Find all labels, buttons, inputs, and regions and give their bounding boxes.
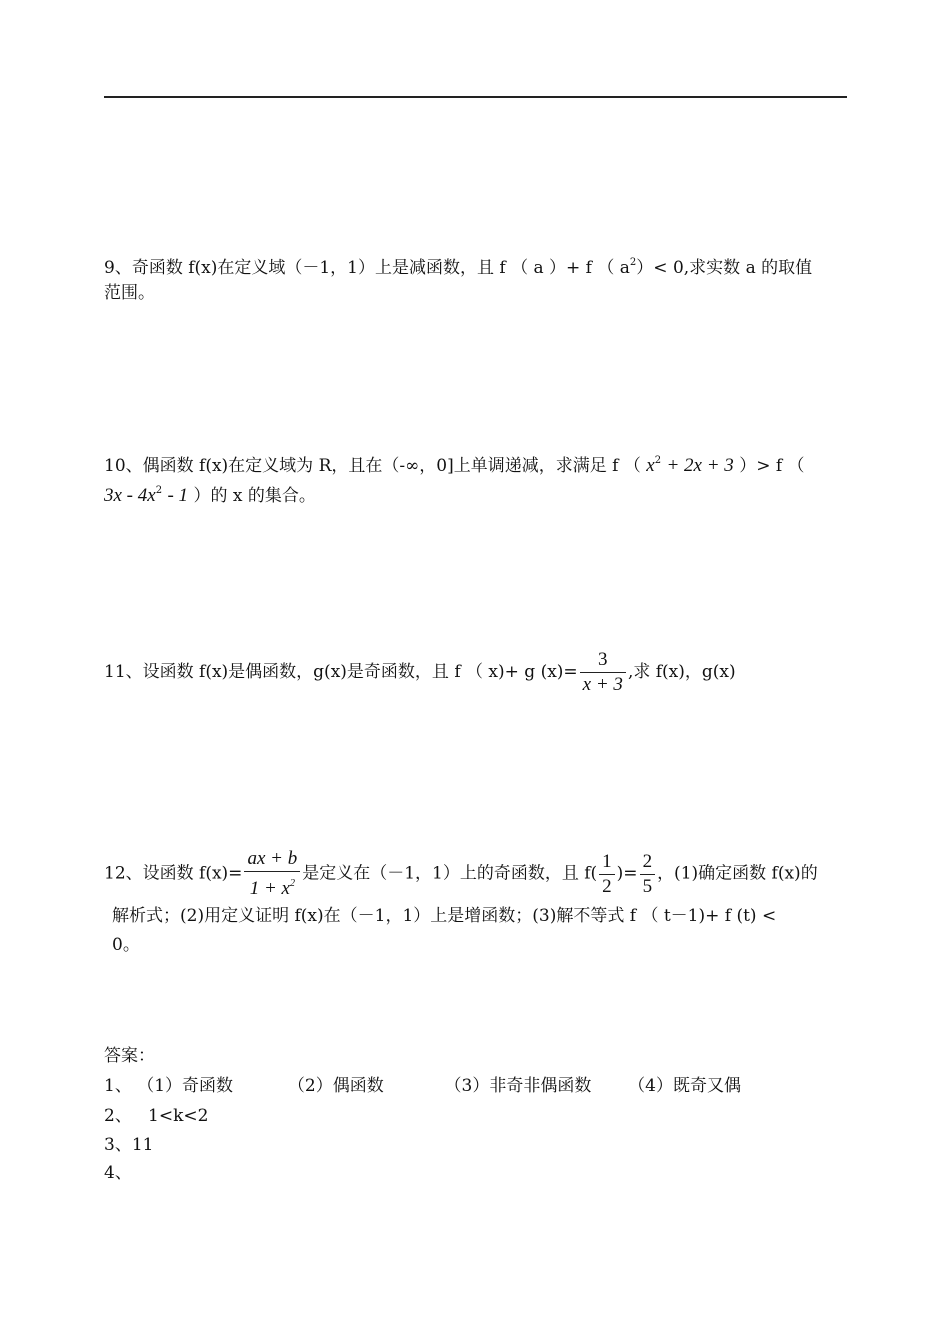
q11-fraction (580, 648, 626, 697)
answer-1-part-3: （3）非奇非偶函数 (444, 1076, 592, 1096)
q12-frac2-den: 2 (602, 875, 612, 897)
q10-text: 10、偶函数 f(x)在定义域为 R，且在（-∞，0]上单调递减，求满足 f （ (104, 456, 641, 476)
answer-3: 3、11 (104, 1135, 154, 1155)
answer-1 (104, 1074, 741, 1098)
answer-1-prefix: 1、 (104, 1076, 132, 1096)
answer-2: 2、 1<k<2 (104, 1106, 209, 1126)
q9-superscript: 2 (629, 257, 637, 268)
q10-expr2-sup: 2 (155, 485, 163, 496)
q10-text-b: ）> f （ (739, 456, 805, 476)
q12-frac1-den-sup: 2 (289, 878, 295, 889)
question-12-line-2 (112, 904, 776, 928)
q12-text: 12、设函数 f(x)= (104, 863, 243, 884)
q9-text-end: ）< 0,求实数 a 的取值 (636, 258, 813, 278)
q9-text: 9、奇函数 f(x)在定义域（－1，1）上是减函数，且 f （ a ）+ f （ a (104, 258, 630, 278)
q12-fraction-3 (640, 850, 656, 899)
q12-fraction-2 (599, 850, 615, 899)
answer-4: 4、 (104, 1163, 132, 1183)
q12-frac3-num: 2 (640, 850, 656, 875)
q11-text-b: ,求 f(x)，g(x) (627, 662, 736, 682)
question-10-line-1 (104, 449, 805, 478)
q12-fraction-1 (244, 847, 300, 901)
question-10-line-2 (104, 479, 316, 508)
q10-text-line2: ）的 x 的集合。 (193, 486, 316, 506)
question-12-line-3 (112, 933, 140, 957)
answer-1-part-1: （1）奇函数 (137, 1076, 234, 1096)
q11-frac-num: 3 (580, 648, 626, 673)
header-rule (104, 96, 847, 98)
q12-text-line2: 解析式；(2)用定义证明 f(x)在（－1，1）上是增函数；(3)解不等式 f （ t－1)+ f (t) < (112, 906, 777, 926)
q11-frac-den: x + 3 (582, 674, 623, 695)
q12-text-b: 是定义在（－1，1）上的奇函数，且 f( (302, 863, 598, 884)
q12-frac2-num: 1 (599, 850, 615, 875)
question-12-line-1 (104, 847, 818, 901)
q10-expr1-rest: + 2x + 3 (666, 455, 734, 476)
q12-text-line3: 0。 (112, 935, 140, 955)
q10-expr1-var: x (646, 455, 655, 476)
q12-frac3-den: 5 (642, 875, 653, 897)
answer-1-part-4: （4）既奇又偶 (628, 1076, 741, 1096)
answer-1-part-2: （2）偶函数 (287, 1076, 384, 1096)
q10-expr1-sup: 2 (654, 455, 662, 466)
q12-text-d: ，(1)确定函数 f(x)的 (657, 863, 818, 884)
q12-frac1-den: 1 + x (249, 878, 290, 899)
question-9-line-2 (104, 281, 155, 305)
q12-frac1-num: ax + b (244, 847, 300, 872)
answers-title: 答案： (104, 1046, 155, 1066)
q12-text-c: )= (616, 863, 638, 884)
question-11 (104, 648, 736, 697)
q10-expr2: 3x - 4x (104, 485, 156, 506)
q11-text: 11、设函数 f(x)是偶函数，g(x)是奇函数，且 f （ x)+ g (x)= (104, 662, 578, 682)
q10-expr2-rest: - 1 (167, 485, 189, 506)
question-9-line-1 (104, 251, 812, 280)
q9-text-line2: 范围。 (104, 283, 155, 303)
